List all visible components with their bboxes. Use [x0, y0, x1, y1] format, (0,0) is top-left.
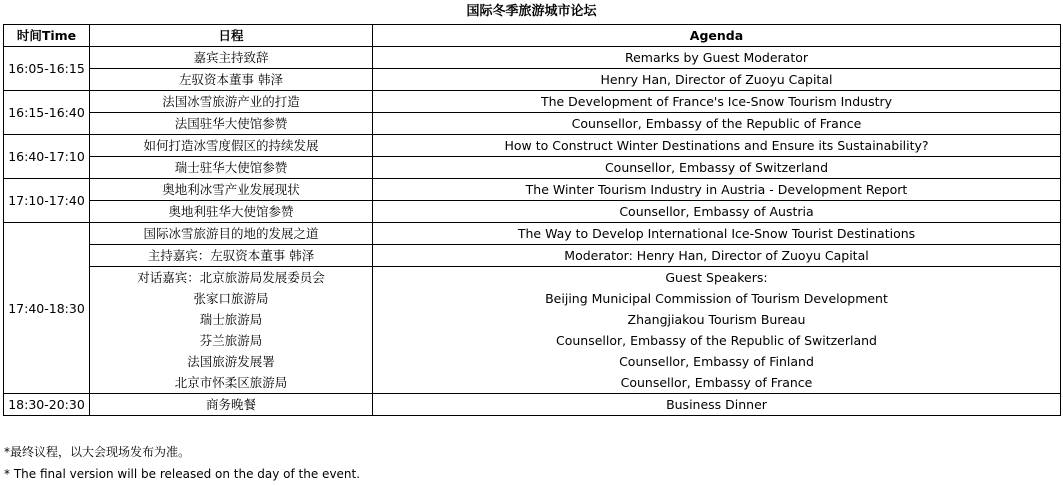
speaker-cn: 法国旅游发展署 [90, 351, 373, 372]
agenda-en: Counsellor, Embassy of Switzerland [373, 157, 1061, 179]
agenda-en: How to Construct Winter Destinations and Ensure its Sustainability? [373, 135, 1061, 157]
speaker-en: Zhangjiakou Tourism Bureau [373, 309, 1061, 330]
agenda-en: Remarks by Guest Moderator [373, 47, 1061, 69]
agenda-en: The Way to Develop International Ice-Snow Tourist Destinations [373, 223, 1061, 245]
page-title: 国际冬季旅游城市论坛 [466, 4, 597, 19]
speaker-en: Counsellor, Embassy of the Republic of Switzerland [373, 330, 1061, 351]
schedule-cn: 奥地利驻华大使馆参赞 [90, 201, 373, 223]
header-time: 时间Time [4, 25, 90, 47]
table-row [4, 135, 1061, 157]
agenda-table [3, 24, 1061, 416]
speaker-cn: 北京市怀柔区旅游局 [90, 372, 373, 394]
header-agenda: Agenda [373, 25, 1061, 47]
header-row [4, 25, 1061, 47]
table-row [4, 309, 1061, 330]
agenda-en: The Development of France's Ice-Snow Tourism Industry [373, 91, 1061, 113]
agenda-en: Moderator: Henry Han, Director of Zuoyu Capital [373, 245, 1061, 267]
footnote-en: * The final version will be released on the day of the event. [4, 467, 361, 481]
footnote-cn: *最终议程，以大会现场发布为准。 [4, 445, 191, 459]
time-slot: 16:15-16:40 [4, 91, 90, 135]
schedule-cn: 左驭资本董事 韩泽 [90, 69, 373, 91]
speaker-en: Beijing Municipal Commission of Tourism Development [373, 288, 1061, 309]
table-row [4, 223, 1061, 245]
schedule-cn: 法国驻华大使馆参赞 [90, 113, 373, 135]
schedule-cn: 法国冰雪旅游产业的打造 [90, 91, 373, 113]
table-row [4, 372, 1061, 394]
table-row [4, 157, 1061, 179]
table-row [4, 91, 1061, 113]
schedule-cn: 主持嘉宾：左驭资本董事 韩泽 [90, 245, 373, 267]
table-row [4, 47, 1061, 69]
speaker-en: Counsellor, Embassy of Finland [373, 351, 1061, 372]
schedule-cn: 如何打造冰雪度假区的持续发展 [90, 135, 373, 157]
schedule-cn: 奥地利冰雪产业发展现状 [90, 179, 373, 201]
time-slot: 17:40-18:30 [4, 223, 90, 394]
table-row [4, 69, 1061, 91]
table-row [4, 351, 1061, 372]
table-row [4, 330, 1061, 351]
speaker-cn: 芬兰旅游局 [90, 330, 373, 351]
schedule-cn: 商务晚餐 [90, 394, 373, 416]
header-schedule: 日程 [90, 25, 373, 47]
agenda-en: Counsellor, Embassy of Austria [373, 201, 1061, 223]
table-row [4, 267, 1061, 289]
schedule-cn: 嘉宾主持致辞 [90, 47, 373, 69]
schedule-cn: 国际冰雪旅游目的地的发展之道 [90, 223, 373, 245]
agenda-en: The Winter Tourism Industry in Austria - Development Report [373, 179, 1061, 201]
agenda-en: Counsellor, Embassy of the Republic of France [373, 113, 1061, 135]
table-row [4, 201, 1061, 223]
speaker-cn: 瑞士旅游局 [90, 309, 373, 330]
table-row [4, 113, 1061, 135]
table-row [4, 179, 1061, 201]
time-slot: 17:10-17:40 [4, 179, 90, 223]
speaker-en: Guest Speakers: [373, 267, 1061, 289]
speaker-cn: 对话嘉宾：北京旅游局发展委员会 [90, 267, 373, 289]
table-row [4, 245, 1061, 267]
speaker-en: Counsellor, Embassy of France [373, 372, 1061, 394]
time-slot: 16:40-17:10 [4, 135, 90, 179]
agenda-en: Business Dinner [373, 394, 1061, 416]
agenda-en: Henry Han, Director of Zuoyu Capital [373, 69, 1061, 91]
table-row [4, 288, 1061, 309]
table-row [4, 394, 1061, 416]
time-slot: 16:05-16:15 [4, 47, 90, 91]
time-slot: 18:30-20:30 [4, 394, 90, 416]
speaker-cn: 张家口旅游局 [90, 288, 373, 309]
schedule-cn: 瑞士驻华大使馆参赞 [90, 157, 373, 179]
